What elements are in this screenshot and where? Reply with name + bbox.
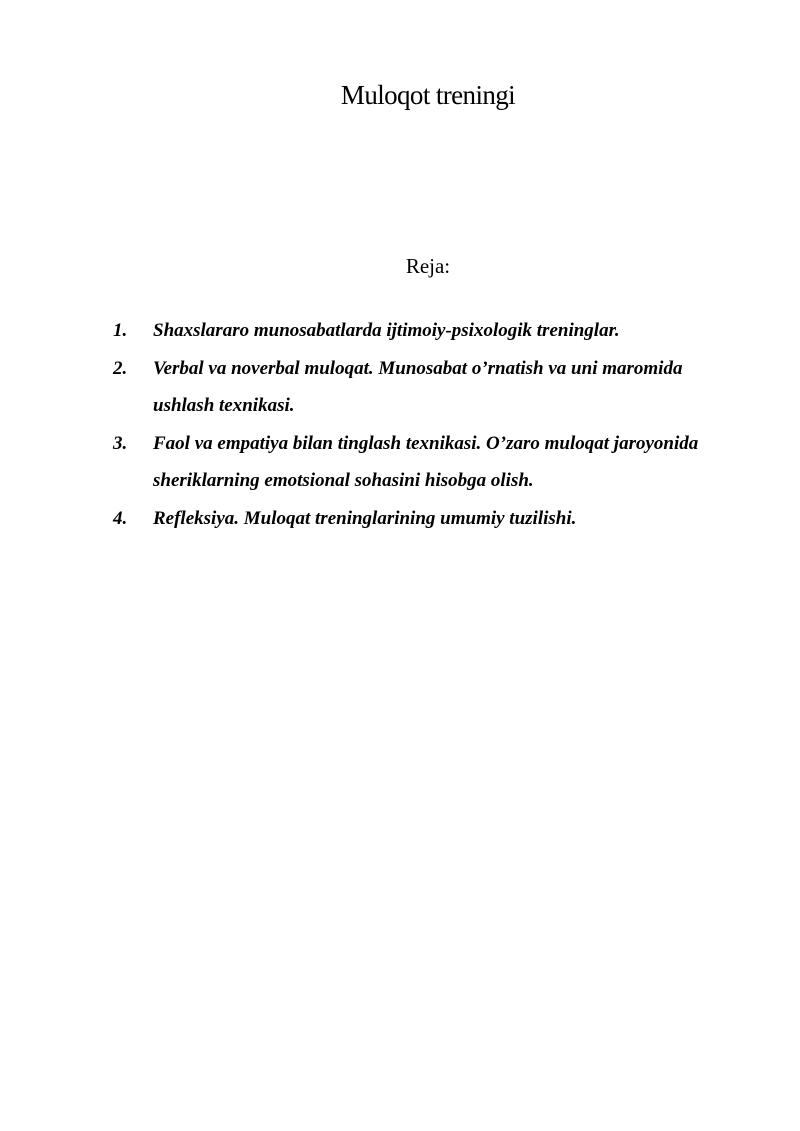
plan-item-number: 4. <box>113 507 128 529</box>
plan-item-text: Verbal va noverbal muloqat. Munosabat o’rnatish va uni maromida ushlash texnikasi. <box>153 357 683 416</box>
plan-item <box>113 500 703 538</box>
plan-item-number: 3. <box>113 432 128 454</box>
plan-item-number: 1. <box>113 320 128 341</box>
plan-item <box>113 350 703 425</box>
plan-item-text: Shaxslararo munosabatlarda ijtimoiy-psixologik treninglar. <box>153 320 620 341</box>
plan-list <box>113 312 703 537</box>
plan-item-number: 2. <box>113 357 128 379</box>
page-title: Muloqot treningi <box>340 80 516 110</box>
plan-item-text: Refleksiya. Muloqat treninglarining umumiy tuzilishi. <box>153 507 577 529</box>
plan-item-text: Faol va empatiya bilan tinglash texnikasi. O’zaro muloqat jaroyonida sheriklarning emotsional sohasini hisobga olish. <box>153 432 699 491</box>
plan-item <box>113 425 703 500</box>
plan-item <box>113 312 703 350</box>
plan-heading: Reja: <box>405 254 451 278</box>
